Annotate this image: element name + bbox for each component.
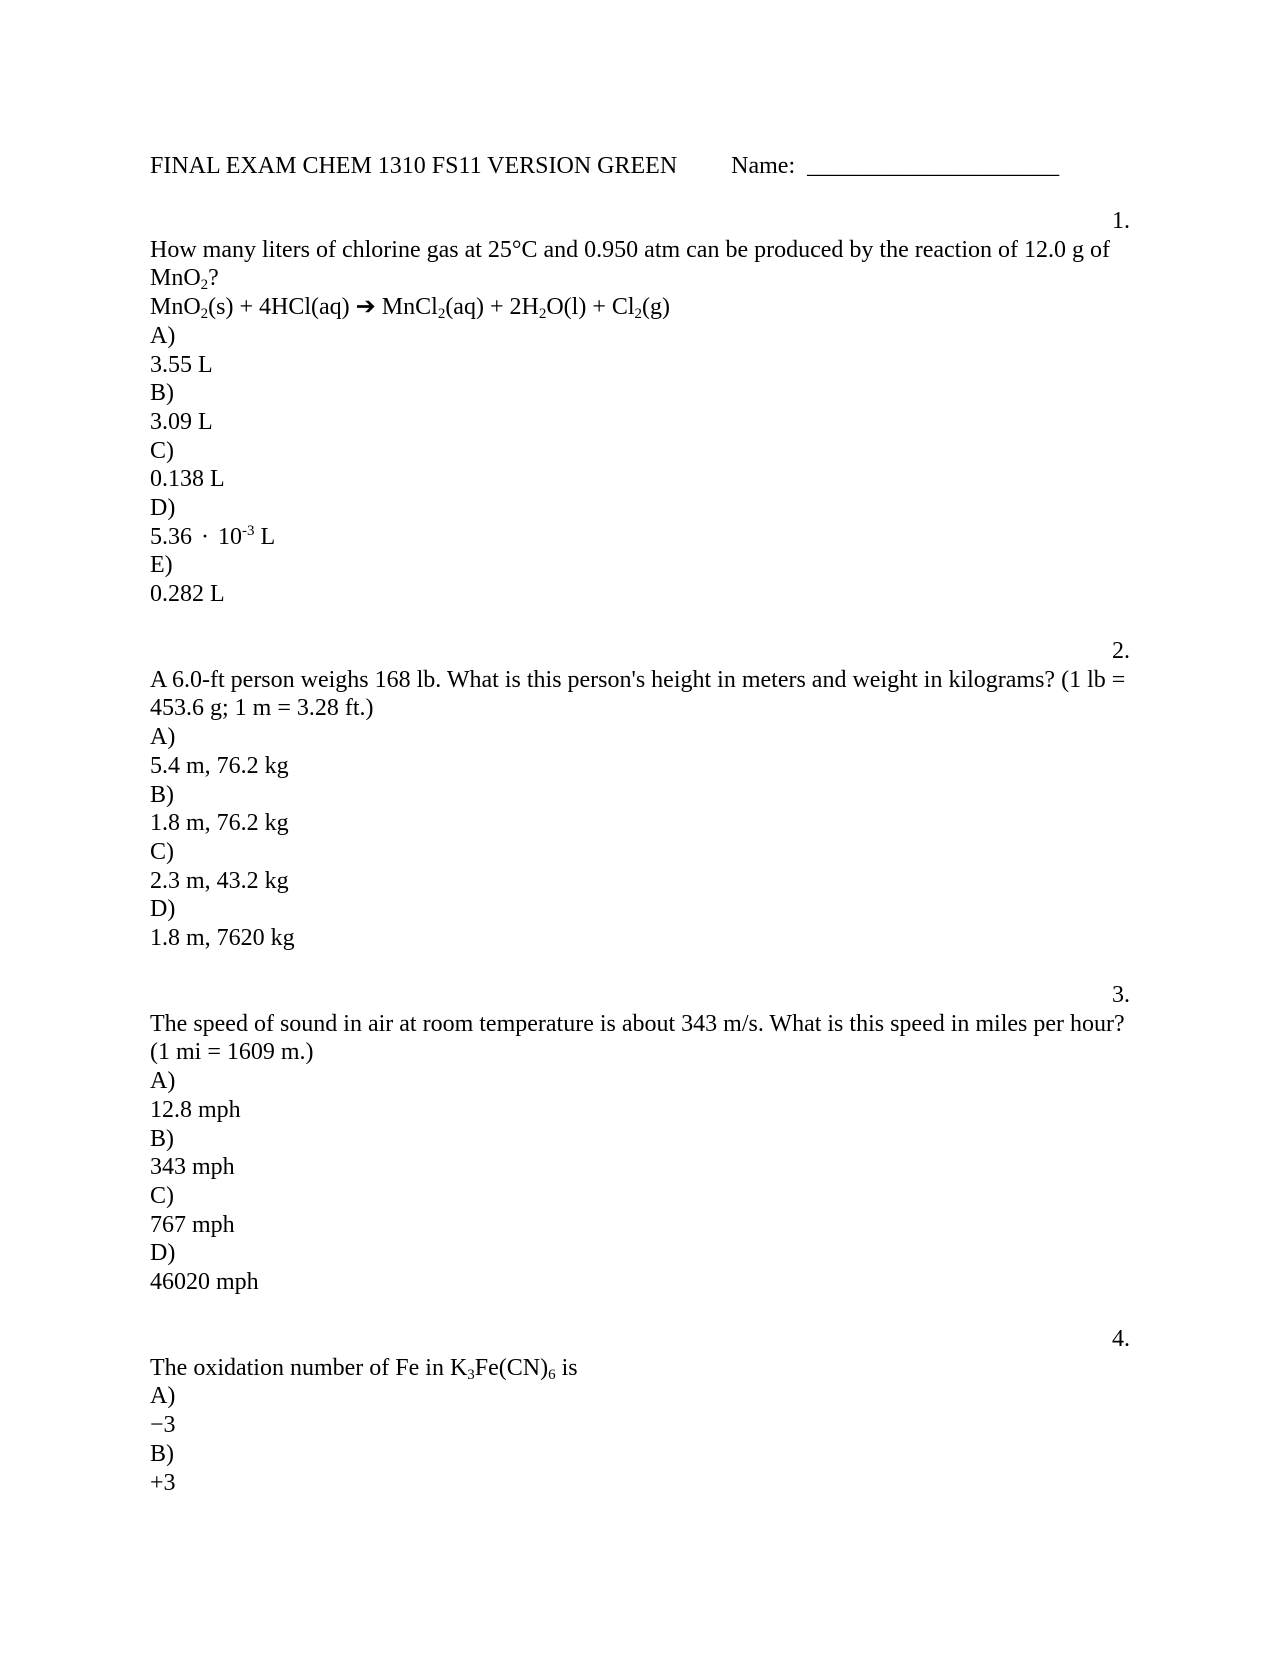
option-value: 5.4 m, 76.2 kg bbox=[150, 752, 289, 779]
option-value: +3 bbox=[150, 1469, 176, 1496]
question-2 bbox=[150, 637, 1130, 953]
option-value: 1.8 m, 76.2 kg bbox=[150, 810, 289, 837]
question-number: 3. bbox=[1112, 982, 1130, 1008]
question-number: 2. bbox=[1112, 638, 1130, 664]
option-letter: B) bbox=[150, 1125, 174, 1152]
option-value: −3 bbox=[150, 1412, 176, 1439]
option-letter: A) bbox=[150, 322, 176, 349]
option-value: $5.36 \cdot 10^{-3}$ L bbox=[150, 522, 276, 550]
option-value: 12.8 mph bbox=[150, 1096, 241, 1123]
option-value: 343 mph bbox=[150, 1154, 235, 1181]
question-number: 4. bbox=[1112, 1326, 1130, 1352]
option-letter: D) bbox=[150, 495, 176, 522]
question-text: How many liters of chlorine gas at 25°C and 0.950 atm can be produced by the reaction of 12.0 g of MnO$_2$? bbox=[150, 236, 1110, 294]
option-letter: D) bbox=[150, 896, 176, 923]
option-value: 0.138 L bbox=[150, 466, 225, 493]
option-value: 2.3 m, 43.2 kg bbox=[150, 867, 289, 894]
option-value: 0.282 L bbox=[150, 581, 225, 608]
option-letter: B) bbox=[150, 781, 174, 808]
question-number: 1. bbox=[1112, 208, 1130, 234]
exam-header bbox=[150, 150, 1130, 182]
question-4 bbox=[150, 1325, 1130, 1497]
question-text: A 6.0-ft person weighs 168 lb. What is this person's height in meters and weight in kilograms? (1 lb = 453.6 g; 1 m = 3.28 ft.) bbox=[150, 666, 1126, 722]
option-letter: A) bbox=[150, 724, 176, 751]
option-letter: C) bbox=[150, 1182, 174, 1209]
option-letter: A) bbox=[150, 1068, 176, 1095]
reaction-equation: MnO$_2$(s) + 4HCl(aq) ➔ MnCl$_2$(aq) + $2H_2O(l) + Cl_2(g)$ bbox=[150, 294, 671, 323]
option-value: 767 mph bbox=[150, 1211, 235, 1238]
name-blank-line: _____________________ bbox=[807, 153, 1060, 179]
name-label: Name: bbox=[731, 153, 796, 179]
option-letter: E) bbox=[150, 552, 173, 579]
option-value: 46020 mph bbox=[150, 1269, 259, 1296]
question-text: The oxidation number of Fe in $K_3Fe(CN)_6$ is bbox=[150, 1354, 578, 1383]
option-letter: A) bbox=[150, 1383, 176, 1410]
question-1 bbox=[150, 207, 1130, 609]
option-value: 1.8 m, 7620 kg bbox=[150, 925, 295, 952]
option-letter: C) bbox=[150, 838, 174, 865]
option-letter: C) bbox=[150, 437, 174, 464]
option-letter: B) bbox=[150, 380, 174, 407]
option-letter: B) bbox=[150, 1440, 174, 1467]
exam-title: FINAL EXAM CHEM 1310 FS11 VERSION GREEN bbox=[150, 153, 678, 179]
option-value: 3.55 L bbox=[150, 351, 213, 378]
question-text: The speed of sound in air at room temperature is about 343 m/s. What is this speed in miles per hour? (1 mi = 1609 m.) bbox=[150, 1010, 1125, 1066]
multiplication-dot: · bbox=[201, 523, 209, 550]
option-value: 3.09 L bbox=[150, 408, 213, 435]
question-3 bbox=[150, 981, 1130, 1297]
option-letter: D) bbox=[150, 1240, 176, 1267]
